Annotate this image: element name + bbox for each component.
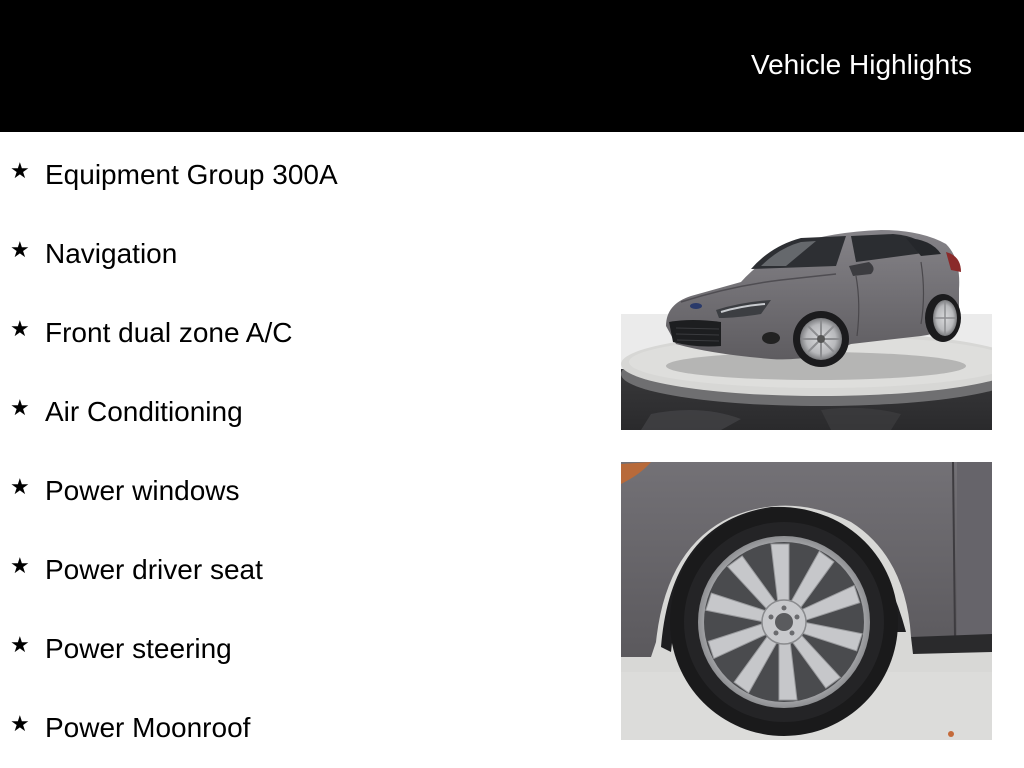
feature-label: Air Conditioning	[45, 396, 243, 427]
star-icon: ★	[10, 554, 30, 579]
star-icon: ★	[10, 159, 30, 184]
feature-label: Power steering	[45, 633, 232, 664]
feature-label: Power Moonroof	[45, 712, 251, 743]
feature-item	[0, 154, 600, 194]
feature-label: Power windows	[45, 475, 240, 506]
feature-label: Power driver seat	[45, 554, 263, 585]
star-icon: ★	[10, 633, 30, 658]
star-icon: ★	[10, 317, 30, 342]
star-icon: ★	[10, 712, 30, 737]
feature-item	[0, 707, 600, 747]
feature-item	[0, 233, 600, 273]
feature-item	[0, 470, 600, 510]
star-icon: ★	[10, 238, 30, 263]
feature-label: Navigation	[45, 238, 178, 269]
star-icon: ★	[10, 475, 30, 500]
page-header	[0, 0, 1024, 132]
feature-label: Front dual zone A/C	[45, 317, 293, 348]
vehicle-photo-exterior	[621, 214, 992, 430]
vehicle-photo-wheel	[621, 462, 992, 740]
feature-label: Equipment Group 300A	[45, 159, 338, 190]
feature-item	[0, 312, 600, 352]
page-title: Vehicle Highlights	[750, 49, 972, 80]
star-icon: ★	[10, 396, 30, 421]
feature-item	[0, 549, 600, 589]
feature-item	[0, 391, 600, 431]
feature-item	[0, 628, 600, 668]
